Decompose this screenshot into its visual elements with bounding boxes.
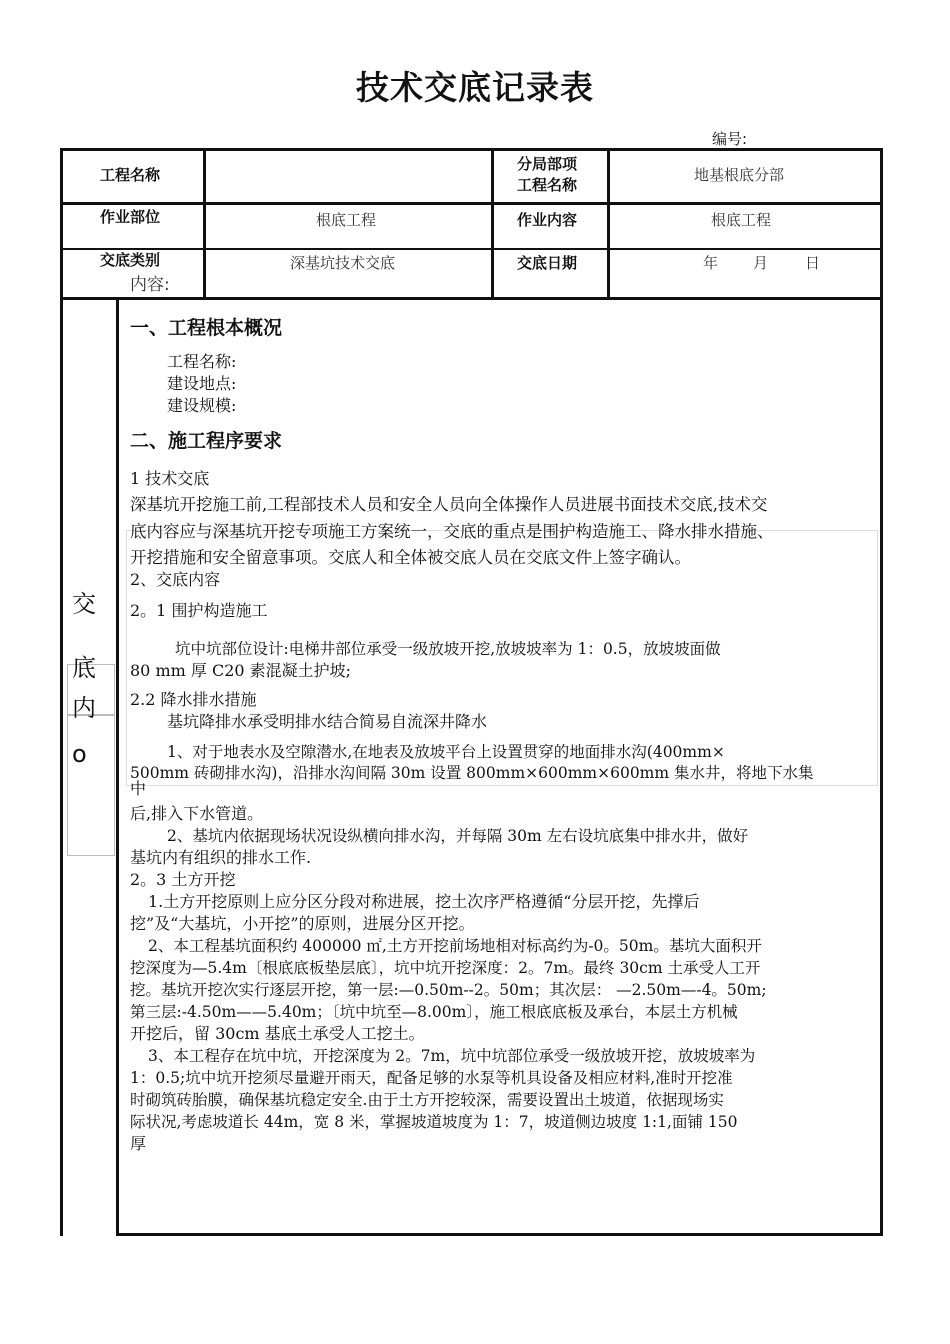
section-1-heading: 一、工程根本概况: [130, 317, 283, 339]
table-row-divider: [60, 202, 883, 205]
sub-project-label-line1: 分局部项: [517, 155, 578, 173]
section-2-heading: 二、施工程序要求: [130, 430, 283, 452]
table-left-border: [60, 148, 63, 1236]
paragraph-line: 第三层:-4.50m——5.40m；〔坑中坑至—8.00m〕，施工根底底板及承台，本层土方机械: [130, 1003, 738, 1021]
construction-site-line: 建设地点:: [167, 374, 237, 393]
side-label-char: 内: [72, 694, 96, 722]
briefing-type-label: 交底类别: [100, 251, 161, 269]
paragraph-line: 基坑降排水承受明排水结合简易自流深井降水: [167, 712, 488, 731]
serial-number-label: 编号:: [712, 130, 748, 148]
paragraph-line: 中: [130, 779, 147, 798]
content-label: 内容:: [130, 275, 170, 295]
work-location-value: 根底工程: [316, 211, 377, 229]
paragraph-line: 1 技术交底: [130, 469, 210, 488]
paragraph-line: 2、基坑内依据现场状况设纵横向排水沟，并每隔 30m 左右设坑底集中排水井，做好: [167, 827, 749, 845]
paragraph-line: 1：0.5;坑中坑开挖须尽量避开雨天，配备足够的水泵等机具设备及相应材料,准时开挖准: [130, 1069, 733, 1087]
table-col-divider: [491, 148, 494, 299]
table-col-divider: [203, 148, 206, 299]
paragraph-line: 挖”及“大基坑，小开挖”的原则，进展分区开挖。: [130, 914, 475, 933]
paragraph-line: 2、本工程基坑面积约 400000 ㎡,土方开挖前场地相对标高约为-0。50m。基坑大面积开: [148, 937, 762, 955]
project-name-line: 工程名称:: [167, 352, 237, 371]
paragraph-line: 厚: [130, 1134, 147, 1153]
sub-project-value: 地基根底分部: [694, 166, 785, 184]
table-right-border: [880, 148, 883, 1236]
paragraph-line: 2。3 土方开挖: [130, 870, 236, 889]
paragraph-line: 80 mm 厚 C20 素混凝土护坡;: [130, 661, 352, 680]
paragraph-line: 际状况,考虑坡道长 44m，宽 8 米，掌握坡道坡度为 1：7，坡道侧边坡度 1:1,面铺 150: [130, 1113, 738, 1131]
table-row-divider: [60, 248, 883, 250]
construction-scale-line: 建设规模:: [167, 396, 237, 415]
side-label-char: o: [72, 740, 87, 768]
paragraph-line: 挖深度为—5.4m〔根底底板垫层底〕，坑中坑开挖深度：2。7m。最终 30cm 土承受人工开: [130, 959, 761, 977]
paragraph-line: 底内容应与深基坑开挖专项施工方案统一，交底的重点是围护构造施工、降水排水措施、: [130, 522, 774, 541]
paragraph-line: 1.土方开挖原则上应分区分段对称进展，挖土次序严格遵循“分层开挖，先撑后: [148, 892, 700, 911]
work-content-label: 作业内容: [517, 211, 578, 229]
briefing-date-label: 交底日期: [517, 254, 578, 272]
paragraph-line: 500mm 砖砌排水沟)，沿排水沟间隔 30m 设置 800mm×600mm×600mm 集水井，将地下水集: [130, 764, 814, 782]
work-location-label: 作业部位: [100, 208, 161, 226]
paragraph-line: 开挖后，留 30cm 基底土承受人工挖土。: [130, 1024, 425, 1043]
side-label-char: 底: [72, 654, 96, 682]
briefing-type-value: 深基坑技术交底: [290, 254, 396, 272]
paragraph-line: 基坑内有组织的排水工作.: [130, 848, 312, 867]
date-year: 年: [703, 254, 719, 272]
work-content-value: 根底工程: [711, 211, 772, 229]
paragraph-line: 3、本工程存在坑中坑，开挖深度为 2。7m，坑中坑部位承受一级放坡开挖，放坡坡率为: [148, 1047, 756, 1065]
paragraph-line: 深基坑开挖施工前,工程部技术人员和安全人员向全体操作人员进展书面技术交底,技术交: [130, 495, 768, 514]
table-top-border: [60, 148, 883, 151]
paragraph-line: 开挖措施和安全留意事项。交底人和全体被交底人员在交底文件上签字确认。: [130, 548, 691, 567]
sub-project-label-line2: 工程名称: [517, 176, 578, 194]
paragraph-line: 时砌筑砖胎膜，确保基坑稳定安全.由于土方开挖较深，需要设置出土坡道，依据现场实: [130, 1091, 724, 1109]
paragraph-line: 坑中坑部位设计:电梯井部位承受一级放坡开挖,放坡坡率为 1：0.5，放坡坡面做: [175, 640, 721, 658]
paragraph-line: 2、交底内容: [130, 570, 221, 589]
paragraph-line: 2.2 降水排水措施: [130, 690, 257, 709]
side-label-char: 交: [72, 590, 96, 618]
paragraph-line: 后,排入下水管道。: [130, 804, 264, 823]
paragraph-line: 2。1 围护构造施工: [130, 601, 268, 620]
table-bottom-border: [118, 1233, 883, 1236]
project-name-label: 工程名称: [100, 166, 161, 184]
paragraph-line: 1、对于地表水及空隙潜水,在地表及放坡平台上设置贯穿的地面排水沟(400mm×: [167, 743, 725, 761]
table-col-divider: [607, 148, 610, 299]
content-left-border: [116, 297, 119, 1236]
table-header-bottom: [60, 297, 883, 300]
paragraph-line: 挖。基坑开挖次实行逐层开挖，第一层:—0.50m--2。50m；其次层： —2.50m—-4。50m;: [130, 981, 767, 999]
page-title: 技术交底记录表: [356, 68, 594, 107]
date-day: 日: [805, 254, 821, 272]
date-month: 月: [753, 254, 769, 272]
